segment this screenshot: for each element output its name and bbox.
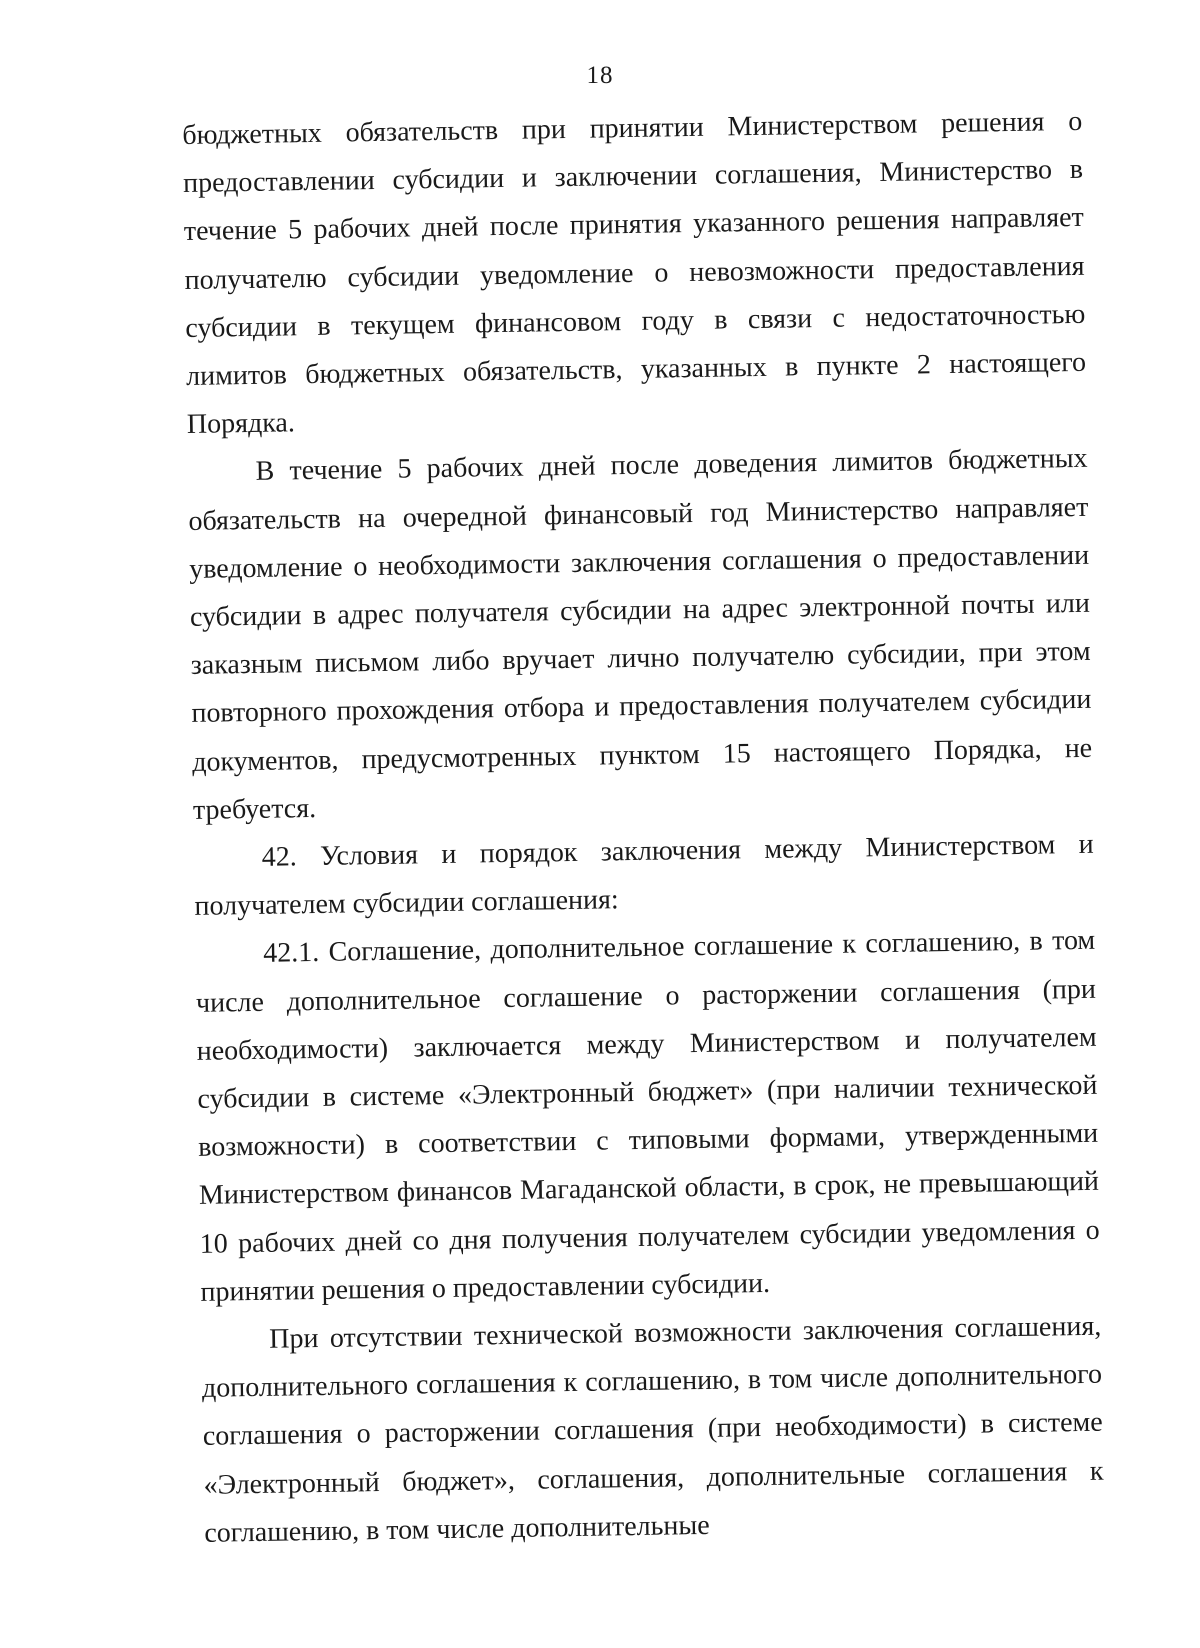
paragraph-clause-42-1: 42.1. Соглашение, дополнительное соглашение к соглашению, в том числе дополнительное соглашение о расторжении соглашения (при необходимости) заключается между Министерством и получателем субсидии в системе «Электронный бюджет» (при наличии технической возможности) в соответствии с типовыми формами, утвержденными Министерством финансов Магаданской области, в срок, не превышающий 10 рабочих дней со дня получения получателем субсидии уведомления о принятии решения о предоставлении субсидии.: [195, 925, 1100, 1308]
paragraph-notification-next-year: В течение 5 рабочих дней после доведения лимитов бюджетных обязательств на очередной финансовый год Министерство направляет уведомление о необходимости заключения соглашения о предоставлении субсидии в адрес получателя субсидии на адрес электронной почты или заказным письмом либо вручает лично получателю субсидии, при этом повторного прохождения отбора и предоставления получателем субсидии документов, предусмотренных пунктом 15 настоящего Порядка, не требуется.: [188, 443, 1093, 826]
document-body: [182, 98, 1105, 1558]
paragraph-clause-42: 42. Условия и порядок заключения между Министерством и получателем субсидии соглашения:: [194, 828, 1094, 923]
paragraph-notification-impossibility: бюджетных обязательств при принятии Министерством решения о предоставлении субсидии и заключении соглашения, Министерство в течение 5 рабочих дней после принятия указанного решения направляет получателю субсидии уведомление о невозможности предоставления субсидии в текущем финансовом году в связи с недостаточностью лимитов бюджетных обязательств, указанных в пункте 2 настоящего Порядка.: [182, 105, 1087, 441]
page-number: 18: [586, 62, 614, 89]
paragraph-no-technical-possibility: При отсутствии технической возможности заключения соглашения, дополнительного соглашения к соглашению, в том числе дополнительного соглашения о расторжении соглашения (при необходимости) в системе «Электронный бюджет», соглашения, дополнительные соглашения к соглашению, в том числе дополнительные: [201, 1310, 1104, 1549]
